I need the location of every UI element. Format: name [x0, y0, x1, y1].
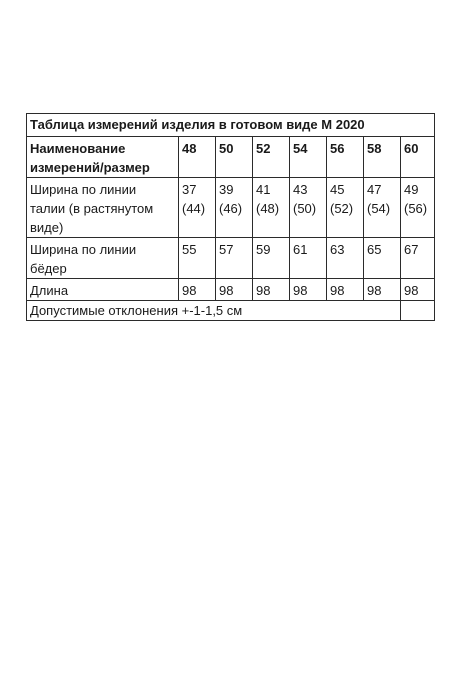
- measurement-value-line: 59: [256, 242, 271, 257]
- measurement-value-line: (44): [182, 201, 206, 216]
- table-row: [27, 178, 435, 238]
- measurement-value: [216, 238, 253, 279]
- measurement-name: [27, 178, 179, 238]
- measurement-value: [253, 238, 290, 279]
- measurement-value-line: 98: [182, 283, 197, 298]
- measurement-value: [327, 238, 364, 279]
- measurement-value-line: (48): [256, 201, 280, 216]
- measurement-name-line: бёдер: [30, 261, 67, 276]
- measurement-value-line: (50): [293, 201, 317, 216]
- measurement-value-line: 47: [367, 182, 382, 197]
- header-label: [27, 137, 179, 178]
- measurement-value: [290, 238, 327, 279]
- measurement-value: [216, 178, 253, 238]
- measurement-value: [179, 238, 216, 279]
- measurement-value-line: (46): [219, 201, 243, 216]
- measurement-value-line: 98: [404, 283, 419, 298]
- measurement-name: [27, 279, 179, 301]
- measurement-name-line: Ширина по линии: [30, 182, 137, 197]
- measurement-value-line: 55: [182, 242, 197, 257]
- measurement-value: [290, 178, 327, 238]
- measurement-name-line: Ширина по линии: [30, 242, 137, 257]
- measurement-table: [26, 113, 435, 321]
- measurement-value-line: 67: [404, 242, 419, 257]
- measurement-value: [401, 279, 435, 301]
- measurement-name: [27, 238, 179, 279]
- header-label-line-1: Наименование: [30, 141, 126, 156]
- measurement-value: [216, 279, 253, 301]
- measurement-value-line: (54): [367, 201, 391, 216]
- table-row: [27, 238, 435, 279]
- measurement-value: [327, 279, 364, 301]
- measurement-name-line: талии (в растянутом: [30, 201, 154, 216]
- measurement-value-line: 65: [367, 242, 382, 257]
- measurement-value-line: 49: [404, 182, 419, 197]
- measurement-value-line: 39: [219, 182, 234, 197]
- measurement-value: [364, 178, 401, 238]
- measurement-value: [179, 178, 216, 238]
- measurement-value-line: 45: [330, 182, 345, 197]
- measurement-value: [253, 178, 290, 238]
- measurement-name-line: Длина: [30, 283, 69, 298]
- measurement-value: [364, 238, 401, 279]
- size-header: 52: [253, 137, 290, 178]
- measurement-value: [253, 279, 290, 301]
- measurement-value-line: 43: [293, 182, 308, 197]
- measurement-value: [401, 238, 435, 279]
- measurement-name-line: виде): [30, 220, 64, 235]
- table-row: [27, 279, 435, 301]
- measurement-value: [179, 279, 216, 301]
- header-row: [27, 137, 435, 178]
- measurement-value-line: (52): [330, 201, 354, 216]
- size-header: 48: [179, 137, 216, 178]
- measurement-value-line: 63: [330, 242, 345, 257]
- measurement-value-line: 98: [330, 283, 345, 298]
- tolerance-note: Допустимые отклонения +-1-1,5 см: [27, 301, 401, 321]
- table-body: [27, 114, 435, 321]
- measurement-value: [401, 178, 435, 238]
- measurement-value-line: 98: [367, 283, 382, 298]
- size-header: 60: [401, 137, 435, 178]
- title-row: [27, 114, 435, 137]
- measurement-value-line: 98: [256, 283, 271, 298]
- size-header: 54: [290, 137, 327, 178]
- size-header: 50: [216, 137, 253, 178]
- measurement-value-line: 57: [219, 242, 234, 257]
- measurement-value: [364, 279, 401, 301]
- measurement-value-line: 37: [182, 182, 197, 197]
- measurement-value-line: 98: [219, 283, 234, 298]
- measurement-value: [327, 178, 364, 238]
- measurement-value-line: (56): [404, 201, 428, 216]
- table-title: Таблица измерений изделия в готовом виде М 2020: [27, 114, 435, 137]
- empty-cell: [401, 301, 435, 321]
- header-label-line-2: измерений/размер: [30, 160, 150, 175]
- measurement-value-line: 98: [293, 283, 308, 298]
- note-row: [27, 301, 435, 321]
- measurement-value: [290, 279, 327, 301]
- measurement-value-line: 41: [256, 182, 271, 197]
- size-header: 56: [327, 137, 364, 178]
- measurement-value-line: 61: [293, 242, 308, 257]
- size-header: 58: [364, 137, 401, 178]
